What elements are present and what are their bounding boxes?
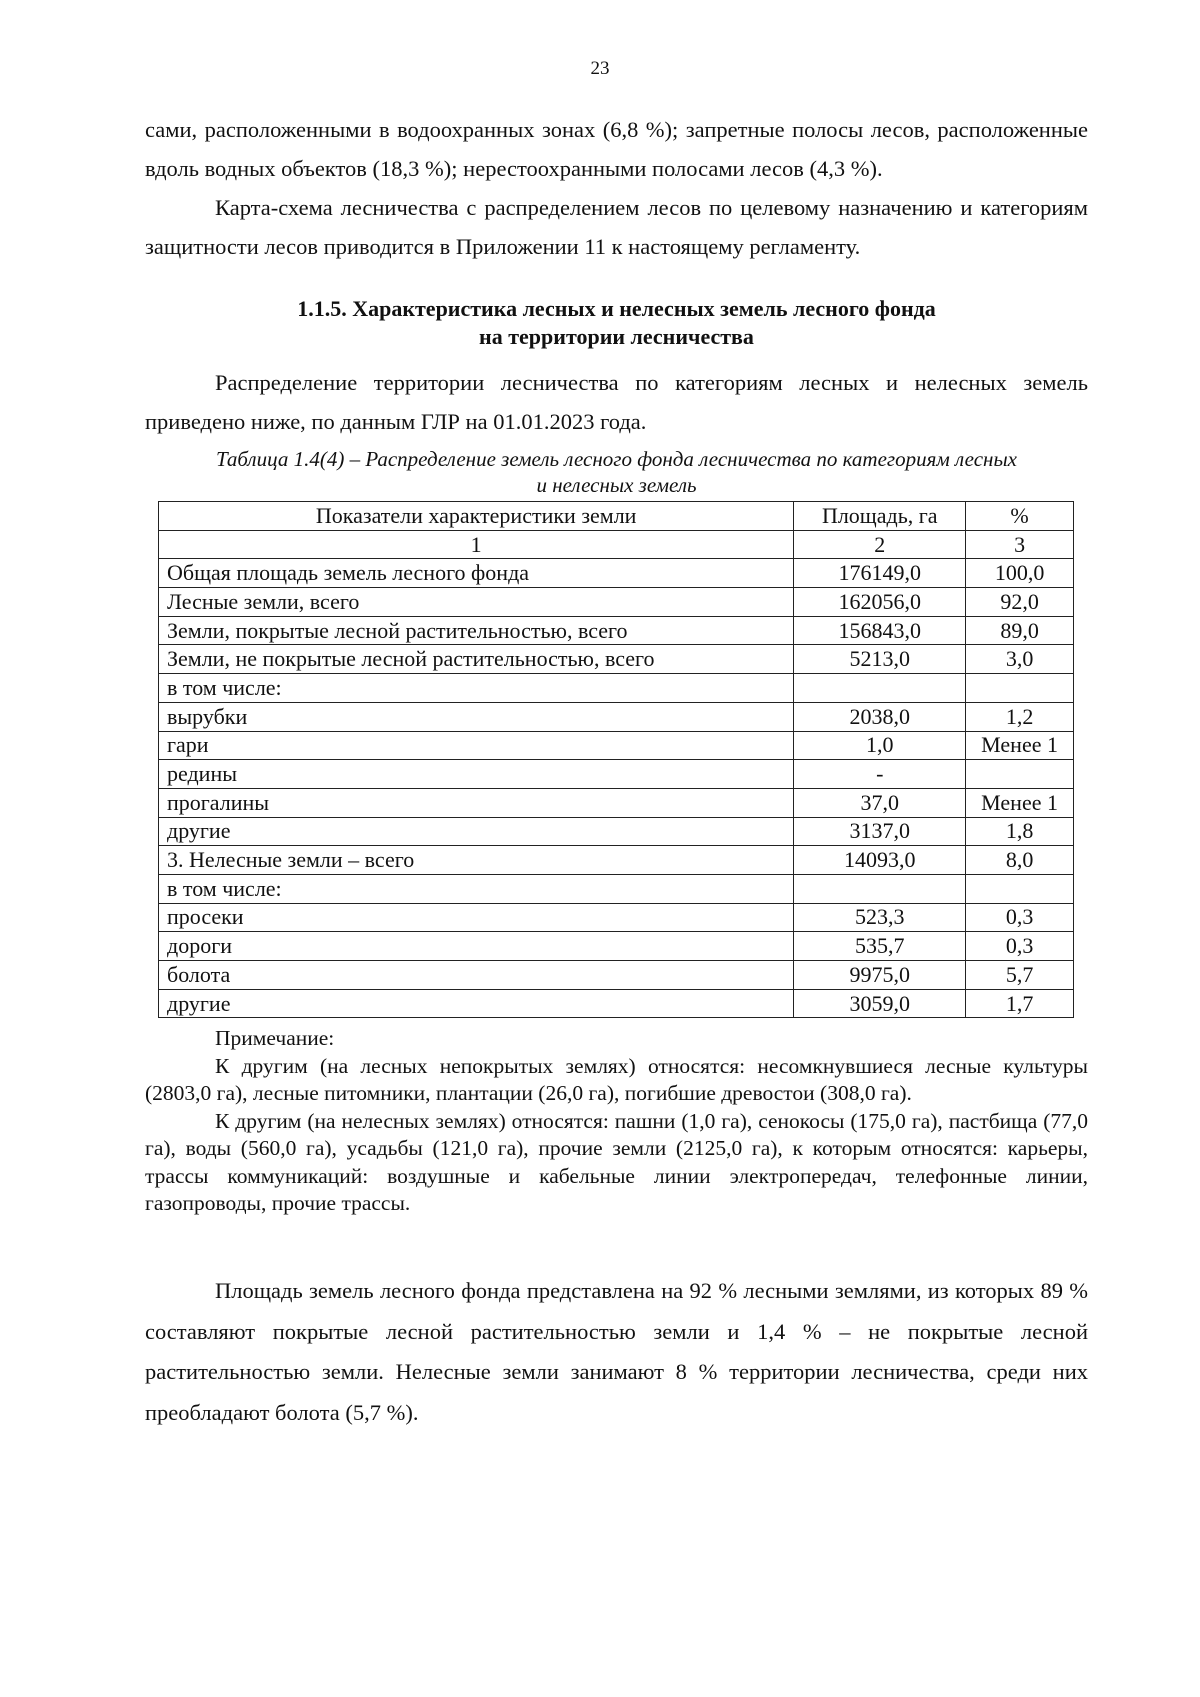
row-percent <box>966 674 1074 703</box>
summary-paragraph: Площадь земель лесного фонда представлена на 92 % лесными землями, из которых 89 % составляют покрытые лесной растительностью земли и 1,4 % – не покрытые лесной растительностью земли. Нелесные земли занимают 8 % территории лесничества, среди них преобладают болота (5,7 %). <box>145 1278 1088 1425</box>
table-row <box>159 588 1074 617</box>
table-row <box>159 846 1074 875</box>
row-label: 3. Нелесные земли – всего <box>159 846 794 875</box>
table-row <box>159 760 1074 789</box>
note-block <box>145 1025 1088 1218</box>
table-row <box>159 702 1074 731</box>
row-area <box>794 874 966 903</box>
row-label: просеки <box>159 903 794 932</box>
row-percent <box>966 760 1074 789</box>
column-number: 2 <box>794 530 966 559</box>
note-text-1: К другим (на лесных непокрытых землях) относятся: несомкнувшиеся лесные культуры (2803,0 га), лесные питомники, плантации (26,0 га), погибшие древостои (308,0 га). <box>145 1053 1088 1105</box>
table-row <box>159 616 1074 645</box>
row-area: 523,3 <box>794 903 966 932</box>
row-label: Земли, покрытые лесной растительностью, всего <box>159 616 794 645</box>
header-cell: Показатели характеристики земли <box>159 502 794 531</box>
row-label: болота <box>159 961 794 990</box>
row-label: дороги <box>159 932 794 961</box>
row-area <box>794 674 966 703</box>
table-row <box>159 989 1074 1018</box>
row-percent: 5,7 <box>966 961 1074 990</box>
table-row <box>159 932 1074 961</box>
note-text-2: К другим (на нелесных землях) относятся: пашни (1,0 га), сенокосы (175,0 га), пастбища (77,0 га), воды (560,0 га), усадьбы (121,0 га), прочие земли (2125,0 га), к которым относятся: карьеры, трассы коммуникаций: воздушные и кабельные линии электропередач, телефонные линии, газопроводы, прочие трассы. <box>145 1108 1088 1215</box>
row-percent <box>966 874 1074 903</box>
row-area: 37,0 <box>794 788 966 817</box>
row-label: другие <box>159 817 794 846</box>
row-area: 3059,0 <box>794 989 966 1018</box>
row-percent: 89,0 <box>966 616 1074 645</box>
section-heading <box>145 295 1088 351</box>
row-label: Земли, не покрытые лесной растительностью, всего <box>159 645 794 674</box>
row-area: 176149,0 <box>794 559 966 588</box>
row-percent: Менее 1 <box>966 788 1074 817</box>
row-percent: 1,7 <box>966 989 1074 1018</box>
map-paragraph: Карта-схема лесничества с распределением лесов по целевому назначению и категориям защитности лесов приводится в Приложении 11 к настоящему регламенту. <box>145 195 1088 259</box>
row-percent: 1,8 <box>966 817 1074 846</box>
table-row <box>159 559 1074 588</box>
section-heading-line2: на территории лесничества <box>479 324 754 349</box>
column-number: 3 <box>966 530 1074 559</box>
row-percent: Менее 1 <box>966 731 1074 760</box>
row-label: гари <box>159 731 794 760</box>
table-caption-line2: и нелесных земель <box>536 473 697 497</box>
row-label: вырубки <box>159 702 794 731</box>
row-label: редины <box>159 760 794 789</box>
row-area: 162056,0 <box>794 588 966 617</box>
row-area: 2038,0 <box>794 702 966 731</box>
row-label: прогалины <box>159 788 794 817</box>
row-area: 9975,0 <box>794 961 966 990</box>
row-percent: 92,0 <box>966 588 1074 617</box>
row-percent: 1,2 <box>966 702 1074 731</box>
page-number: 23 <box>590 58 610 79</box>
table-caption <box>145 446 1088 498</box>
table-row <box>159 903 1074 932</box>
row-label: Общая площадь земель лесного фонда <box>159 559 794 588</box>
row-percent: 0,3 <box>966 903 1074 932</box>
column-number-row <box>159 530 1074 559</box>
row-percent: 8,0 <box>966 846 1074 875</box>
table-row <box>159 961 1074 990</box>
header-cell: Площадь, га <box>794 502 966 531</box>
row-label: в том числе: <box>159 674 794 703</box>
row-percent: 3,0 <box>966 645 1074 674</box>
row-area: 14093,0 <box>794 846 966 875</box>
row-area: 5213,0 <box>794 645 966 674</box>
table-row <box>159 645 1074 674</box>
land-distribution-table <box>158 501 1074 1018</box>
row-area: - <box>794 760 966 789</box>
row-percent: 100,0 <box>966 559 1074 588</box>
row-percent: 0,3 <box>966 932 1074 961</box>
row-label: Лесные земли, всего <box>159 588 794 617</box>
table-header-row <box>159 502 1074 531</box>
distribution-paragraph: Распределение территории лесничества по категориям лесных и нелесных земель приведено ниже, по данным ГЛР на 01.01.2023 года. <box>145 370 1088 434</box>
table-row <box>159 788 1074 817</box>
row-area: 156843,0 <box>794 616 966 645</box>
table-caption-line1: Таблица 1.4(4) – Распределение земель лесного фонда лесничества по категориям лесных <box>215 447 1018 471</box>
note-title: Примечание: <box>215 1026 335 1050</box>
row-label: в том числе: <box>159 874 794 903</box>
row-area: 3137,0 <box>794 817 966 846</box>
section-heading-line1: 1.1.5. Характеристика лесных и нелесных земель лесного фонда <box>297 296 936 321</box>
row-label: другие <box>159 989 794 1018</box>
table-row <box>159 874 1074 903</box>
intro-paragraph: сами, расположенными в водоохранных зонах (6,8 %); запретные полосы лесов, расположенные вдоль водных объектов (18,3 %); нерестоохранными полосами лесов (4,3 %). <box>145 117 1088 181</box>
column-number: 1 <box>159 530 794 559</box>
table-row <box>159 674 1074 703</box>
row-area: 535,7 <box>794 932 966 961</box>
table-row <box>159 817 1074 846</box>
table-row <box>159 731 1074 760</box>
header-cell: % <box>966 502 1074 531</box>
row-area: 1,0 <box>794 731 966 760</box>
